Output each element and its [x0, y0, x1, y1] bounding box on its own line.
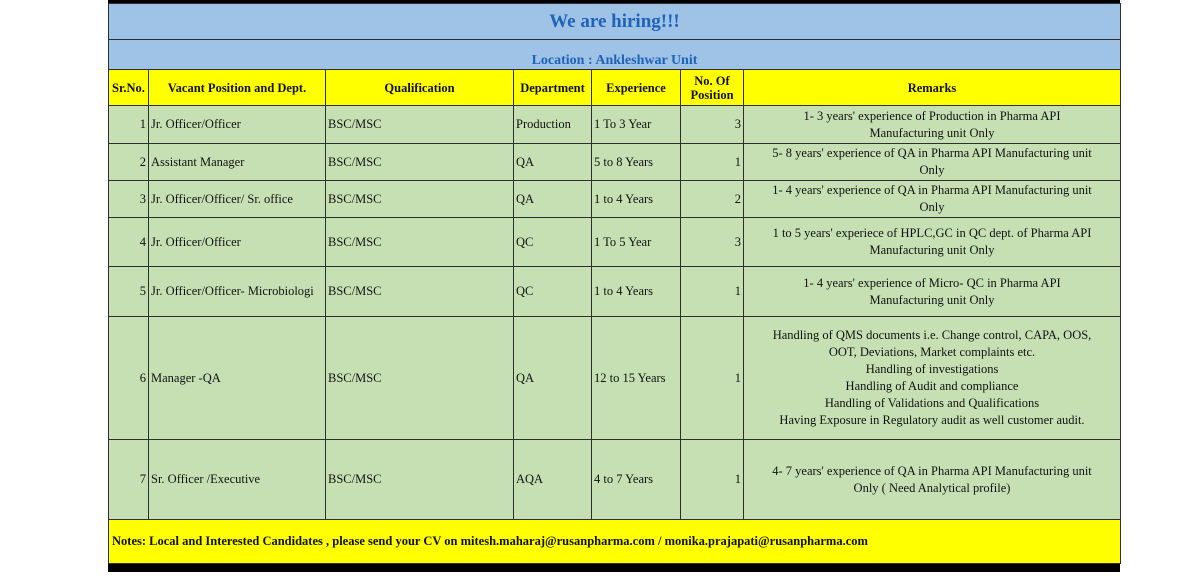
cell-remarks — [744, 144, 1121, 181]
remark-line: 1- 4 years' experience of Micro- QC in Pharma API — [803, 275, 1061, 290]
cell-qualification: BSC/MSC — [326, 317, 514, 440]
cell-position: Jr. Officer/Officer/ Sr. office — [149, 181, 326, 218]
remark-line: Manufacturing unit Only — [869, 243, 995, 257]
remark-line: Handling of QMS documents i.e. Change control, CAPA, OOS, — [772, 328, 1092, 342]
cell-position: Manager -QA — [149, 317, 326, 440]
cell-srno: 6 — [109, 317, 149, 440]
cell-experience: 1 to 4 Years — [592, 267, 681, 317]
cell-count: 2 — [681, 181, 744, 218]
cell-qualification: BSC/MSC — [326, 106, 514, 144]
remark-line: Manufacturing unit Only — [869, 292, 995, 307]
cell-qualification: BSC/MSC — [326, 181, 514, 218]
cell-experience: 4 to 7 Years — [592, 440, 681, 520]
cell-srno: 5 — [109, 267, 149, 317]
cell-qualification: BSC/MSC — [326, 267, 514, 317]
cell-srno: 7 — [109, 440, 149, 520]
cell-position: Assistant Manager — [149, 144, 326, 181]
remark-line: Handling of Validations and Qualifications — [824, 396, 1040, 410]
cell-remarks — [744, 317, 1121, 440]
header-positions-line2: Position — [690, 87, 734, 102]
cell-remarks — [744, 267, 1121, 317]
remark-line: Manufacturing unit Only — [869, 125, 995, 140]
cell-count: 1 — [681, 267, 744, 317]
cell-remarks — [744, 440, 1121, 520]
cell-experience: 1 To 5 Year — [592, 218, 681, 267]
cell-experience: 12 to 15 Years — [592, 317, 681, 440]
table-row — [109, 181, 1121, 218]
cell-department: QC — [514, 267, 592, 317]
table-row — [109, 440, 1121, 520]
hiring-sheet — [108, 0, 1120, 572]
header-department: Department — [514, 70, 592, 106]
header-positions — [681, 70, 744, 106]
header-remarks: Remarks — [744, 70, 1121, 106]
cell-srno: 2 — [109, 144, 149, 181]
cell-qualification: BSC/MSC — [326, 440, 514, 520]
cell-remarks — [744, 106, 1121, 144]
cell-remarks — [744, 218, 1121, 267]
remark-line: 1 to 5 years' experiece of HPLC,GC in QC dept. of Pharma API — [772, 226, 1092, 240]
cell-qualification: BSC/MSC — [326, 144, 514, 181]
cell-count: 1 — [681, 317, 744, 440]
cell-srno: 1 — [109, 106, 149, 144]
table-row — [109, 267, 1121, 317]
remark-line: Only ( Need Analytical profile) — [853, 480, 1011, 495]
cell-experience: 1 To 3 Year — [592, 106, 681, 144]
remark-line: 4- 7 years' experience of QA in Pharma API Manufacturing unit — [772, 463, 1092, 478]
notes-row — [109, 520, 1121, 564]
header-position: Vacant Position and Dept. — [149, 70, 326, 106]
cell-remarks — [744, 181, 1121, 218]
cell-position: Jr. Officer/Officer — [149, 106, 326, 144]
notes-text: Notes: Local and Interested Candidates , please send your CV on mitesh.maharaj@rusanpharma.com / monika.prajapati@rusanpharma.com — [109, 520, 1121, 564]
page-title: We are hiring!!! — [109, 4, 1121, 40]
cell-department: QC — [514, 218, 592, 267]
remark-line: OOT, Deviations, Market complaints etc. — [828, 345, 1036, 359]
hiring-table — [108, 3, 1121, 564]
table-row — [109, 317, 1121, 440]
cell-qualification: BSC/MSC — [326, 218, 514, 267]
cell-position: Sr. Officer /Executive — [149, 440, 326, 520]
cell-count: 1 — [681, 144, 744, 181]
cell-department: Production — [514, 106, 592, 144]
remark-line: 1- 3 years' experience of Production in Pharma API — [803, 108, 1061, 123]
remark-line: Handling of Audit and compliance — [845, 379, 1019, 393]
cell-department: QA — [514, 144, 592, 181]
remark-line: Handling of investigations — [865, 362, 999, 376]
cell-position: Jr. Officer/Officer — [149, 218, 326, 267]
header-qualification: Qualification — [326, 70, 514, 106]
cell-srno: 4 — [109, 218, 149, 267]
cell-department: AQA — [514, 440, 592, 520]
remark-line: 1- 4 years' experience of QA in Pharma API Manufacturing unit — [772, 183, 1092, 197]
table-row — [109, 106, 1121, 144]
cell-department: QA — [514, 317, 592, 440]
header-row — [109, 70, 1121, 106]
cell-count: 3 — [681, 218, 744, 267]
remark-line: 5- 8 years' experience of QA in Pharma API Manufacturing unit — [772, 146, 1092, 160]
remark-line: Only — [919, 200, 945, 214]
cell-count: 3 — [681, 106, 744, 144]
location-label: Location : Ankleshwar Unit — [109, 40, 1121, 70]
table-row — [109, 218, 1121, 267]
cell-experience: 5 to 8 Years — [592, 144, 681, 181]
header-experience: Experience — [592, 70, 681, 106]
cell-count: 1 — [681, 440, 744, 520]
header-srno: Sr.No. — [109, 70, 149, 106]
table-row — [109, 144, 1121, 181]
remark-line: Having Exposure in Regulatory audit as well customer audit. — [779, 413, 1085, 427]
cell-srno: 3 — [109, 181, 149, 218]
remark-line: Only — [919, 163, 945, 177]
cell-department: QA — [514, 181, 592, 218]
cell-experience: 1 to 4 Years — [592, 181, 681, 218]
header-positions-line1: No. Of — [694, 73, 730, 88]
cell-position: Jr. Officer/Officer- Microbiologi — [149, 267, 326, 317]
